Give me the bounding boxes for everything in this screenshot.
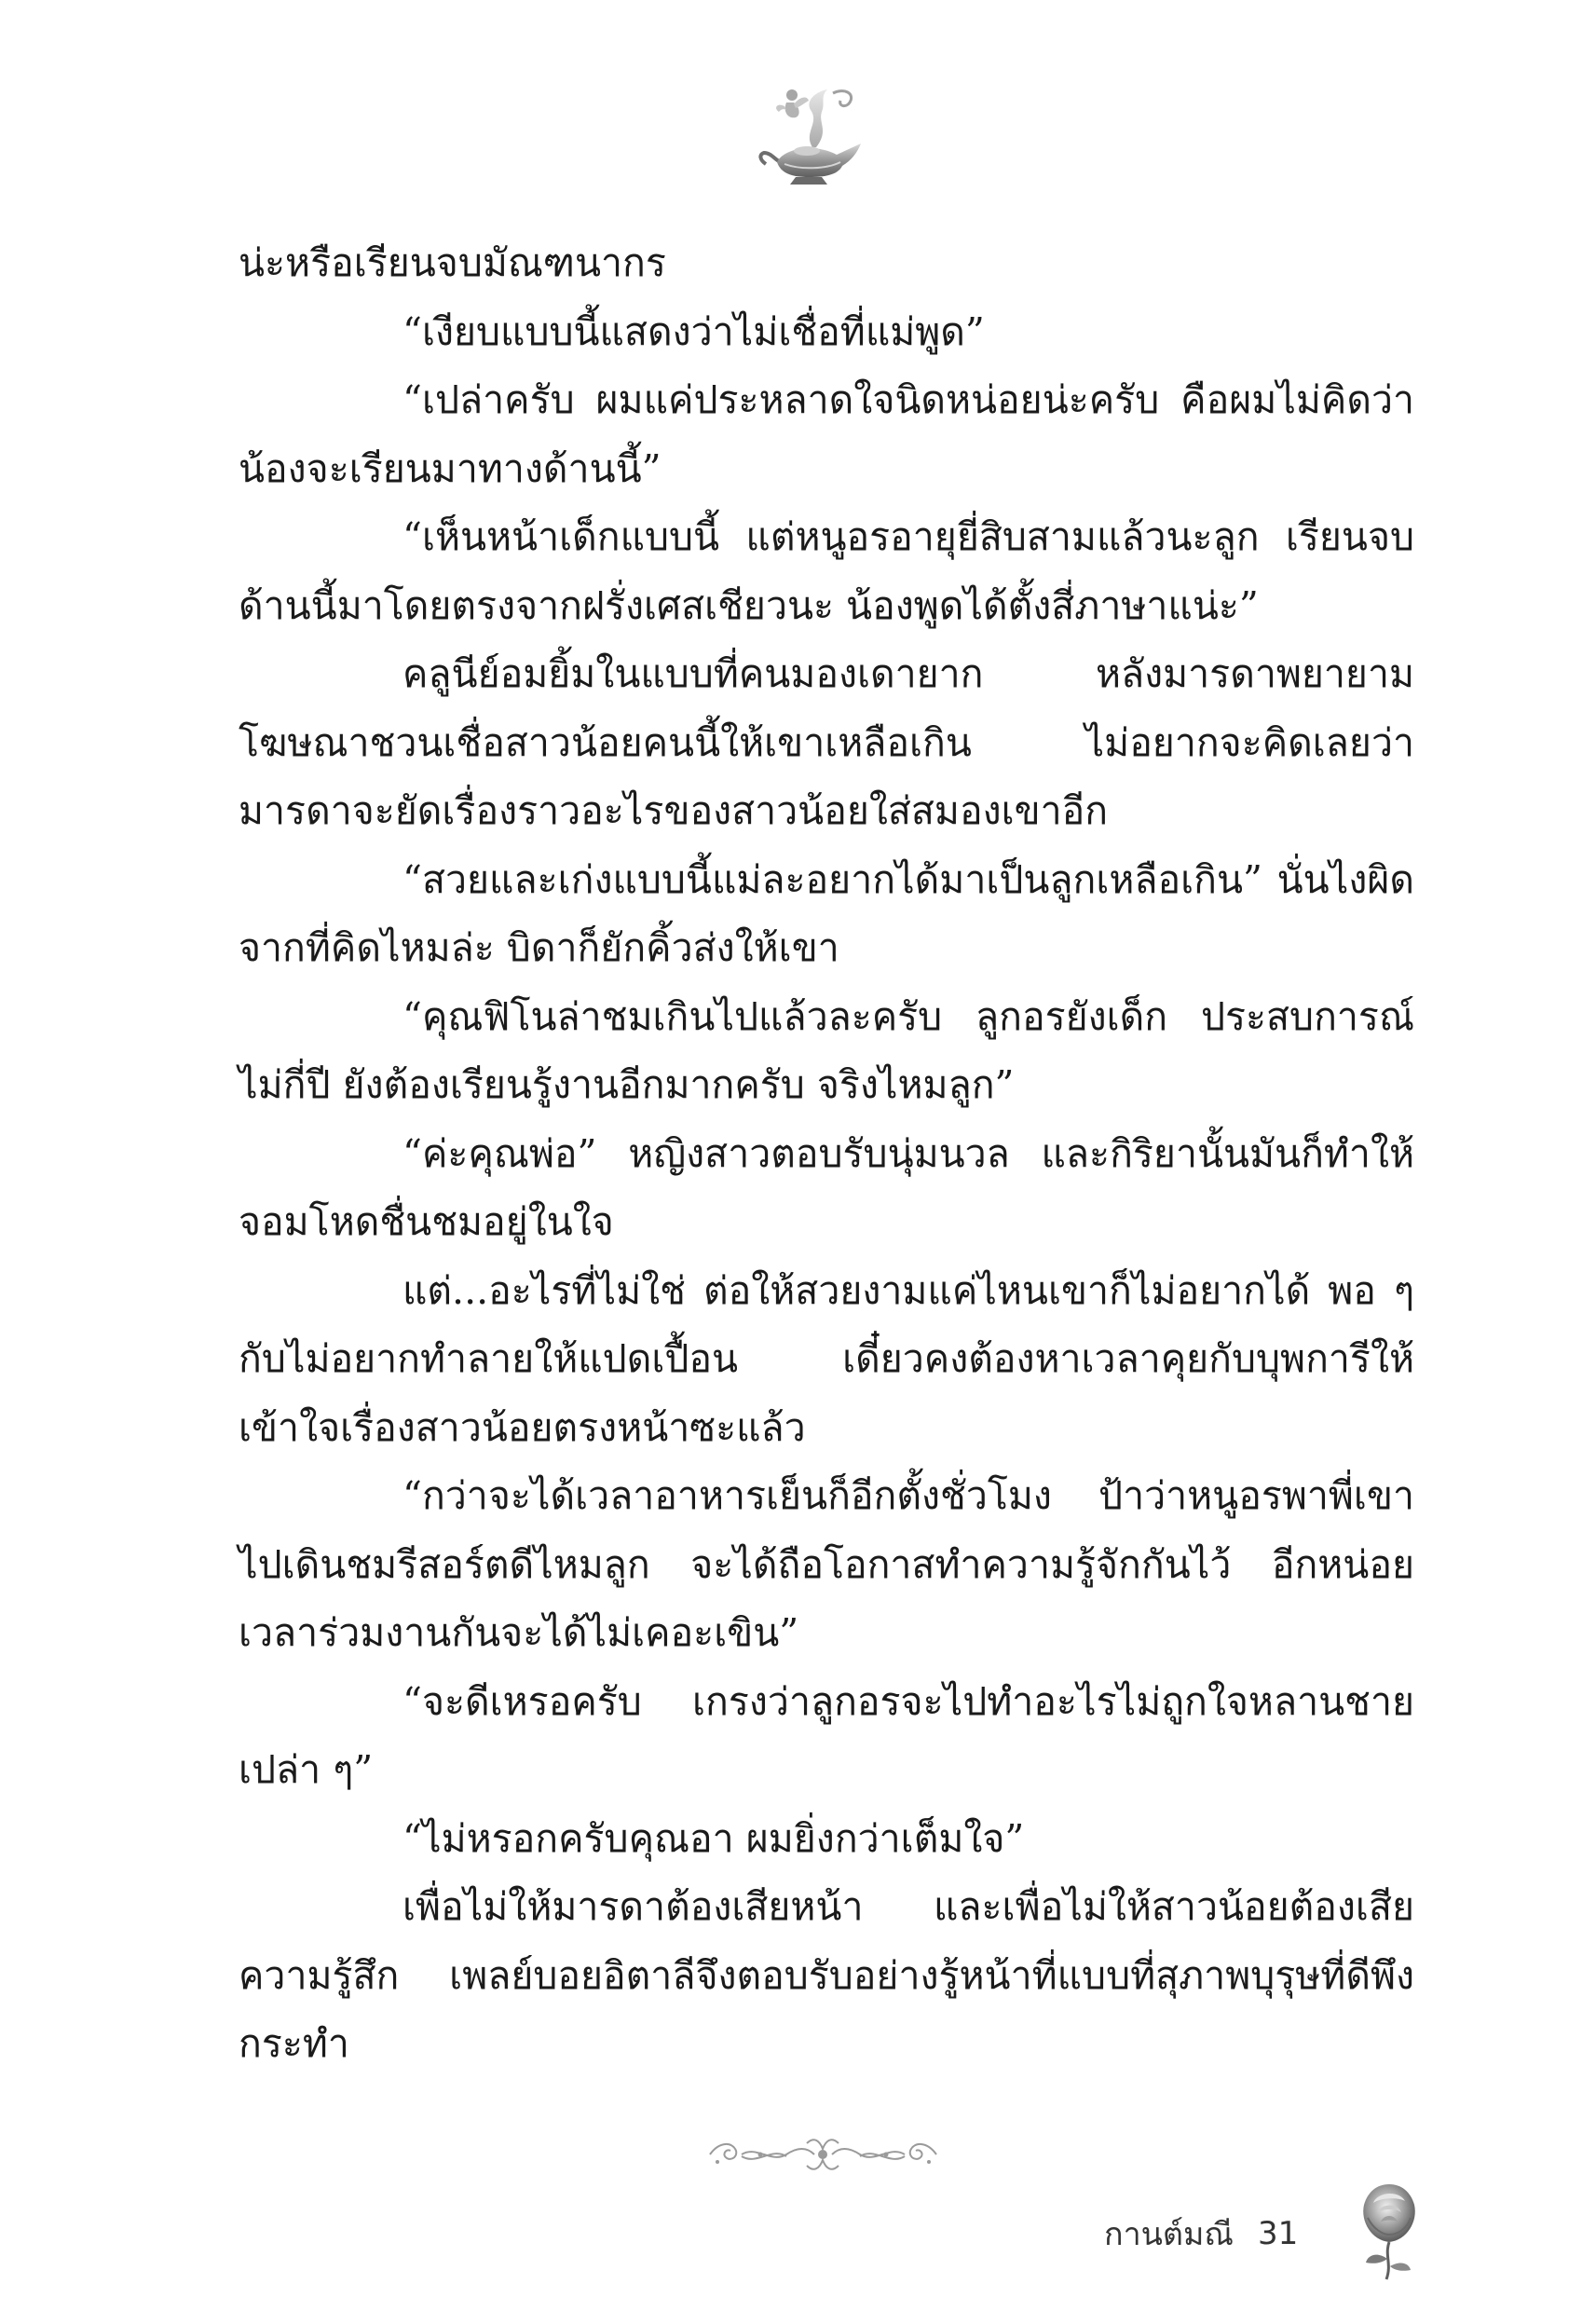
page-number: 31 (1257, 2215, 1299, 2252)
paragraph-2: “เงียบแบบนี้แสดงว่าไม่เชื่อที่แม่พูด” (402, 308, 985, 354)
paragraph-4: “เห็นหน้าเด็กแบบนี้ แต่หนูอรอายุยี่สิบสามแล้วนะลูก เรียนจบด้านนี้มาโดยตรงจากฝรั่งเศสเชียวนะ น้องพูดได้ตั้งสี่ภาษาแน่ะ” (239, 514, 1414, 628)
paragraph-13: เพื่อไม่ให้มารดาต้องเสียหน้า และเพื่อไม่ให้สาวน้อยต้องเสียความรู้สึก เพลย์บอยอิตาลีจึงตอบรับอย่างรู้หน้าที่แบบที่สุภาพบุรุษที่ดีพึงกระทำ (239, 1884, 1414, 2066)
rose-icon (1357, 2171, 1422, 2281)
paragraph-9: แต่...อะไรที่ไม่ใช่ ต่อให้สวยงามแค่ไหนเขาก็ไม่อยากได้ พอ ๆ กับไม่อยากทำลายให้แปดเปื้อน เดี๋ยวคงต้องหาเวลาคุยกับบุพการีให้เข้าใจเรื่องสาวน้อยตรงหน้าซะแล้ว (239, 1267, 1414, 1450)
paragraph-5: คลูนีย์อมยิ้มในแบบที่คนมองเดายาก หลังมารดาพยายามโฆษณาชวนเชื่อสาวน้อยคนนี้ให้เขาเหลือเกิน ไม่อยากจะคิดเลยว่ามารดาจะยัดเรื่องราวอะไรของสาวน้อยใส่สมองเขาอีก (239, 651, 1414, 833)
page-footer (1104, 2201, 1298, 2266)
paragraph-6: “สวยและเก่งแบบนี้แม่ละอยากได้มาเป็นลูกเหลือเกิน” นั่นไงผิดจากที่คิดไหมล่ะ บิดาก็ยักคิ้วส่งให้เขา (239, 856, 1414, 970)
body-text (239, 229, 1414, 2079)
paragraph-12: “ไม่หรอกครับคุณอา ผมยิ่งกว่าเต็มใจ” (402, 1815, 1025, 1861)
paragraph-11: “จะดีเหรอครับ เกรงว่าลูกอรจะไปทำอะไรไม่ถูกใจหลานชายเปล่า ๆ” (239, 1678, 1414, 1792)
paragraph-10: “กว่าจะได้เวลาอาหารเย็นก็อีกตั้งชั่วโมง ป้าว่าหนูอรพาพี่เขาไปเดินชมรีสอร์ตดีไหมลูก จะได้ถือโอกาสทำความรู้จักกันไว้ อีกหน่อยเวลาร่วมงานกันจะได้ไม่เคอะเขิน” (239, 1473, 1414, 1655)
genie-lamp-icon (751, 75, 872, 196)
paragraph-7: “คุณฟิโนล่าชมเกินไปแล้วละครับ ลูกอรยังเด็ก ประสบการณ์ไม่กี่ปี ยังต้องเรียนรู้งานอีกมากครับ จริงไหมลูก” (239, 993, 1414, 1107)
paragraph-3: “เปล่าครับ ผมแค่ประหลาดใจนิดหน่อยน่ะครับ คือผมไม่คิดว่าน้องจะเรียนมาทางด้านนี้” (239, 377, 1414, 491)
ornamental-flourish-icon (704, 2134, 942, 2175)
paragraph-8: “ค่ะคุณพ่อ” หญิงสาวตอบรับนุ่มนวล และกิริยานั้นมันก็ทำให้จอมโหดชื่นชมอยู่ในใจ (239, 1130, 1414, 1244)
book-title: กานต์มณี (1104, 2216, 1234, 2253)
paragraph-1: น่ะหรือเรียนจบมัณฑนากร (239, 240, 666, 285)
